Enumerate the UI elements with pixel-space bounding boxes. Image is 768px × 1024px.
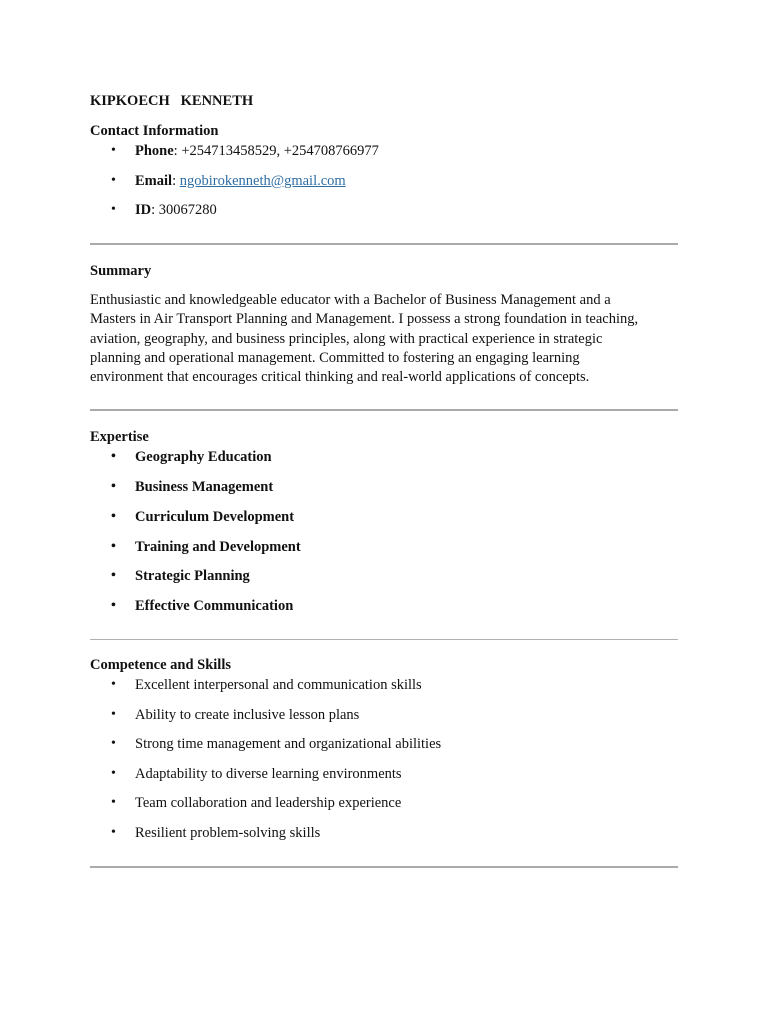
- expertise-item: • Business Management: [90, 477, 678, 497]
- expertise-heading: Expertise: [90, 429, 149, 446]
- expertise-item: • Curriculum Development: [90, 507, 678, 527]
- contact-heading: Contact Information: [90, 123, 219, 139]
- candidate-name: KIPKOECH KENNETH: [90, 93, 254, 109]
- contact-list: [90, 141, 678, 220]
- skill-item: • Team collaboration and leadership experience: [90, 793, 678, 813]
- skill-item: • Adaptability to diverse learning environments: [90, 764, 678, 784]
- expertise-item: • Strategic Planning: [90, 566, 678, 586]
- resume-page: [90, 91, 678, 868]
- expertise-item: • Effective Communication: [90, 596, 678, 616]
- skill-item: • Ability to create inclusive lesson plans: [90, 705, 678, 725]
- summary-line: Masters in Air Transport Planning and Management. I possess a strong foundation in teaching,: [90, 311, 639, 328]
- email-label: Email: [135, 172, 173, 189]
- skills-list: [90, 675, 678, 843]
- summary-paragraph: [90, 291, 670, 387]
- id-label: ID: [135, 202, 152, 218]
- contact-id: [90, 200, 678, 220]
- divider: [90, 866, 678, 868]
- summary-line: aviation, geography, and business principles, along with practical experience in strategic: [90, 330, 603, 347]
- phone-value: : +254713458529, +254708766977: [173, 143, 379, 159]
- contact-phone: [90, 141, 678, 161]
- skill-item: • Strong time management and organizational abilities: [90, 734, 678, 754]
- summary-heading: Summary: [90, 263, 152, 279]
- expertise-item: • Geography Education: [90, 447, 678, 467]
- expertise-list: [90, 447, 678, 615]
- phone-label: Phone: [135, 143, 174, 159]
- email-link[interactable]: ngobirokenneth@gmail.com: [179, 172, 346, 189]
- contact-email: [90, 171, 678, 191]
- summary-line: Enthusiastic and knowledgeable educator with a Bachelor of Business Management and a: [90, 292, 611, 308]
- id-value: : 30067280: [151, 202, 217, 218]
- skills-heading: Competence and Skills: [90, 656, 231, 673]
- skill-item: • Resilient problem-solving skills: [90, 823, 678, 843]
- skill-item: • Excellent interpersonal and communication skills: [90, 675, 678, 695]
- expertise-item: • Training and Development: [90, 537, 678, 557]
- email-separator: :: [172, 172, 180, 189]
- summary-line: planning and operational management. Committed to fostering an engaging learning: [90, 349, 580, 366]
- summary-line: environment that encourages critical thinking and real-world applications of concepts.: [90, 369, 590, 386]
